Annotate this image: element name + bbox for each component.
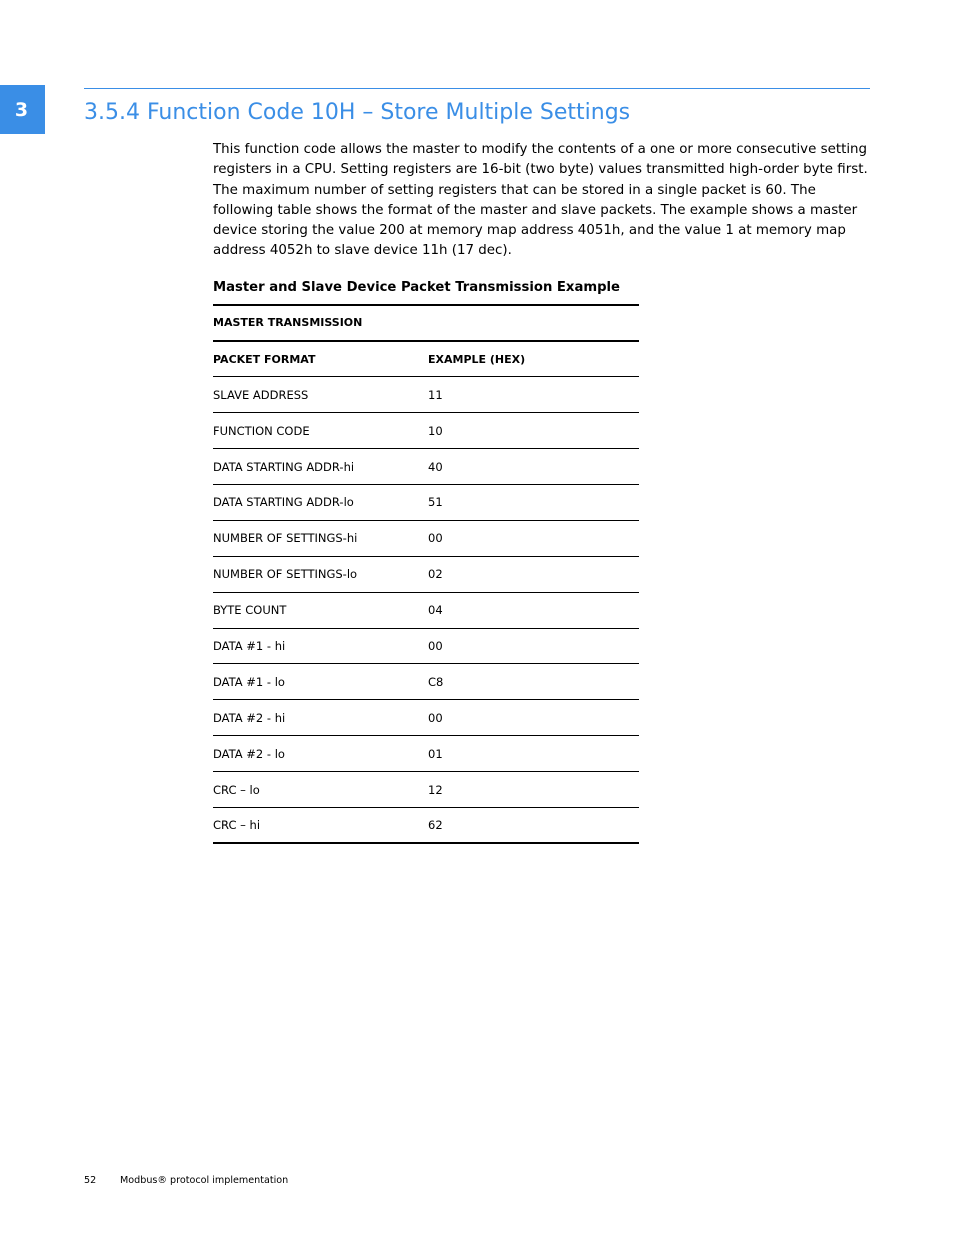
table-row [213,736,639,772]
packet-value-cell: 02 [428,556,639,592]
packet-field-cell: BYTE COUNT [213,592,428,628]
packet-field-cell: DATA #2 - hi [213,700,428,736]
packet-field-cell: DATA STARTING ADDR-lo [213,484,428,520]
packet-value-cell: 00 [428,520,639,556]
packet-field-cell: DATA #2 - lo [213,736,428,772]
column-header-example-hex: EXAMPLE (HEX) [428,341,639,377]
table-row [213,772,639,808]
table-row [213,484,639,520]
table-row [213,556,639,592]
table-row [213,520,639,556]
table-row [213,592,639,628]
packet-value-cell: 00 [428,628,639,664]
packet-value-cell: 10 [428,413,639,449]
packet-value-cell: 62 [428,807,639,843]
table-row [213,807,639,843]
chapter-tab: 3 [0,85,45,134]
packet-field-cell: SLAVE ADDRESS [213,377,428,413]
packet-value-cell: 51 [428,484,639,520]
table-body [213,377,639,844]
table-row [213,628,639,664]
footer-document-title: Modbus® protocol implementation [120,1175,289,1186]
table-column-header-row [213,341,639,377]
footer-page-number: 52 [84,1175,97,1186]
table-row [213,664,639,700]
packet-field-cell: DATA #1 - lo [213,664,428,700]
packet-value-cell: C8 [428,664,639,700]
packet-field-cell: DATA STARTING ADDR-hi [213,449,428,485]
header-rule [84,88,870,89]
packet-value-cell: 04 [428,592,639,628]
packet-value-cell: 01 [428,736,639,772]
packet-value-cell: 00 [428,700,639,736]
table-group-header-row [213,305,639,341]
table-row [213,700,639,736]
table-row [213,449,639,485]
column-header-packet-format: PACKET FORMAT [213,341,428,377]
packet-field-cell: CRC – lo [213,772,428,808]
packet-field-cell: NUMBER OF SETTINGS-hi [213,520,428,556]
packet-field-cell: CRC – hi [213,807,428,843]
packet-value-cell: 11 [428,377,639,413]
packet-value-cell: 40 [428,449,639,485]
packet-field-cell: FUNCTION CODE [213,413,428,449]
group-header-master-transmission: MASTER TRANSMISSION [213,305,639,341]
packet-transmission-table [213,304,639,844]
section-title: 3.5.4 Function Code 10H – Store Multiple Settings [84,100,631,125]
packet-field-cell: NUMBER OF SETTINGS-lo [213,556,428,592]
table-row [213,377,639,413]
table-caption: Master and Slave Device Packet Transmission Example [213,280,620,295]
table-row [213,413,639,449]
packet-value-cell: 12 [428,772,639,808]
packet-field-cell: DATA #1 - hi [213,628,428,664]
intro-paragraph: This function code allows the master to modify the contents of a one or more consecutive setting registers in a CPU. Setting registers are 16-bit (two byte) values transmitted high-order byte first. The maximum number of setting registers that can be stored in a single packet is 60. The following table shows the format of the master and slave packets. The example shows a master device storing the value 200 at memory map address 4051h, and the value 1 at memory map address 4052h to slave device 11h (17 dec). [213,142,868,259]
